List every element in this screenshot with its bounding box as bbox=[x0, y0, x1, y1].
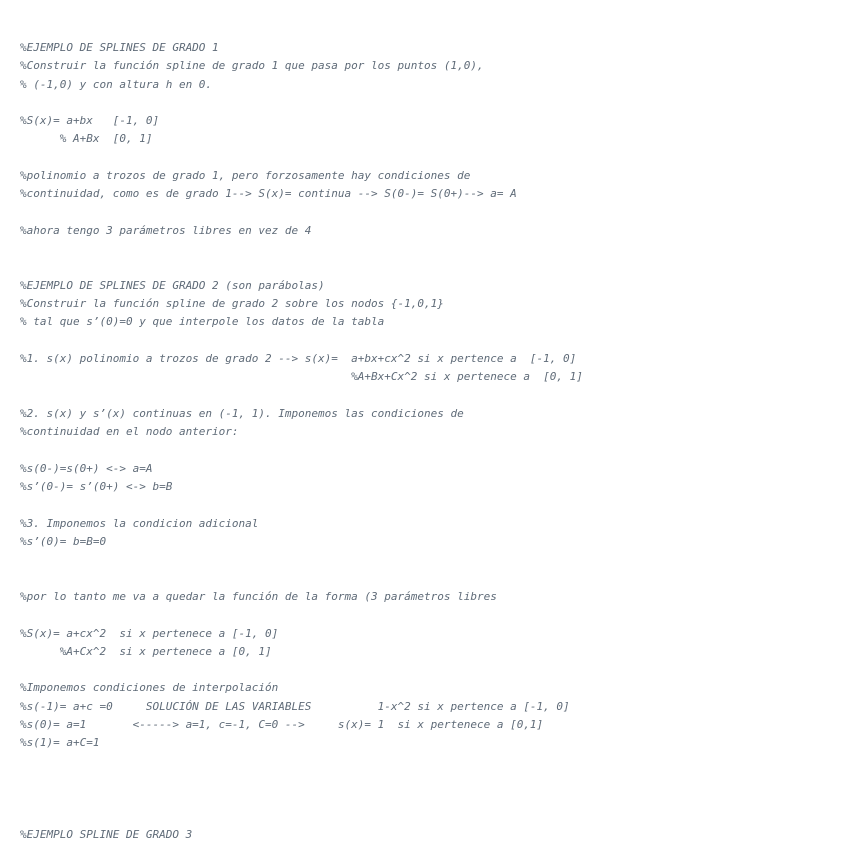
code-line[interactable]: %s’(0)= b=B=0 bbox=[20, 535, 107, 549]
code-line[interactable]: %S(x)= a+cx^2 si x pertenece a [-1, 0] bbox=[20, 626, 279, 640]
code-line[interactable]: % A+Bx [0, 1] bbox=[20, 132, 153, 146]
code-line[interactable]: %EJEMPLO DE SPLINES DE GRADO 1 bbox=[20, 41, 219, 54]
code-line[interactable]: % tal que s’(0)=0 y que interpole los datos de la tabla bbox=[20, 315, 385, 329]
code-line[interactable] bbox=[20, 387, 840, 405]
code-line[interactable] bbox=[20, 789, 840, 807]
code-line[interactable]: %2. s(x) y s’(x) continuas en (-1, 1). Imponemos las condiciones de bbox=[20, 406, 464, 420]
code-line[interactable]: % (-1,0) y con altura h en 0. bbox=[20, 77, 213, 91]
code-line[interactable] bbox=[20, 661, 840, 679]
code-line[interactable] bbox=[20, 771, 840, 789]
code-line[interactable]: %s(-1)= a+c =0 SOLUCIÓN DE LAS VARIABLES 1-x^2 si x pertence a [-1, 0] bbox=[20, 699, 570, 713]
code-line[interactable]: %EJEMPLO SPLINE DE GRADO 3 bbox=[20, 827, 193, 841]
code-line[interactable]: %Construir la función spline de grado 1 que pasa por los puntos (1,0), bbox=[20, 59, 484, 73]
code-line[interactable] bbox=[20, 606, 840, 624]
code-line[interactable] bbox=[20, 94, 840, 112]
code-line[interactable]: %s(0)= a=1 <-----> a=1, c=-1, C=0 --> s(x)= 1 si x pertenece a [0,1] bbox=[20, 717, 544, 731]
code-editor[interactable] bbox=[20, 39, 840, 848]
code-line[interactable] bbox=[20, 753, 840, 771]
code-line[interactable]: %A+Bx+Cx^2 si x pertenece a [0, 1] bbox=[20, 370, 583, 384]
code-line[interactable]: %EJEMPLO DE SPLINES DE GRADO 2 (son parábolas) bbox=[20, 278, 325, 292]
code-line[interactable]: %continuidad en el nodo anterior: bbox=[20, 425, 239, 439]
code-line[interactable]: %s(1)= a+C=1 bbox=[20, 736, 100, 750]
code-line[interactable]: %ahora tengo 3 parámetros libres en vez de 4 bbox=[20, 223, 312, 237]
code-line[interactable] bbox=[20, 807, 840, 825]
code-line[interactable]: %continuidad, como es de grado 1--> S(x)= continua --> S(0-)= S(0+)--> a= A bbox=[20, 187, 517, 201]
code-line[interactable] bbox=[20, 204, 840, 222]
code-line[interactable]: %por lo tanto me va a quedar la función de la forma (3 parámetros libres bbox=[20, 589, 497, 603]
code-line[interactable] bbox=[20, 570, 840, 588]
code-line[interactable] bbox=[20, 332, 840, 350]
code-line[interactable] bbox=[20, 240, 840, 258]
code-line[interactable]: %Construir la función spline de grado 2 sobre los nodos {-1,0,1} bbox=[20, 297, 444, 311]
code-line[interactable] bbox=[20, 149, 840, 167]
code-line[interactable]: %1. s(x) polinomio a trozos de grado 2 --> s(x)= a+bx+cx^2 si x pertence a [-1, 0] bbox=[20, 352, 577, 366]
code-line[interactable]: %Imponemos condiciones de interpolación bbox=[20, 681, 279, 695]
code-line[interactable]: %3. Imponemos la condicion adicional bbox=[20, 516, 259, 530]
code-line[interactable] bbox=[20, 551, 840, 569]
code-line[interactable]: %polinomio a trozos de grado 1, pero forzosamente hay condiciones de bbox=[20, 169, 471, 183]
code-line[interactable]: %A+Cx^2 si x pertenece a [0, 1] bbox=[20, 644, 272, 658]
code-line[interactable]: %s’(0-)= s’(0+) <-> b=B bbox=[20, 480, 173, 494]
code-line[interactable]: %s(0-)=s(0+) <-> a=A bbox=[20, 461, 153, 475]
code-line[interactable] bbox=[20, 496, 840, 514]
code-line[interactable] bbox=[20, 259, 840, 277]
code-line[interactable] bbox=[20, 442, 840, 460]
code-line[interactable]: %S(x)= a+bx [-1, 0] bbox=[20, 114, 160, 128]
